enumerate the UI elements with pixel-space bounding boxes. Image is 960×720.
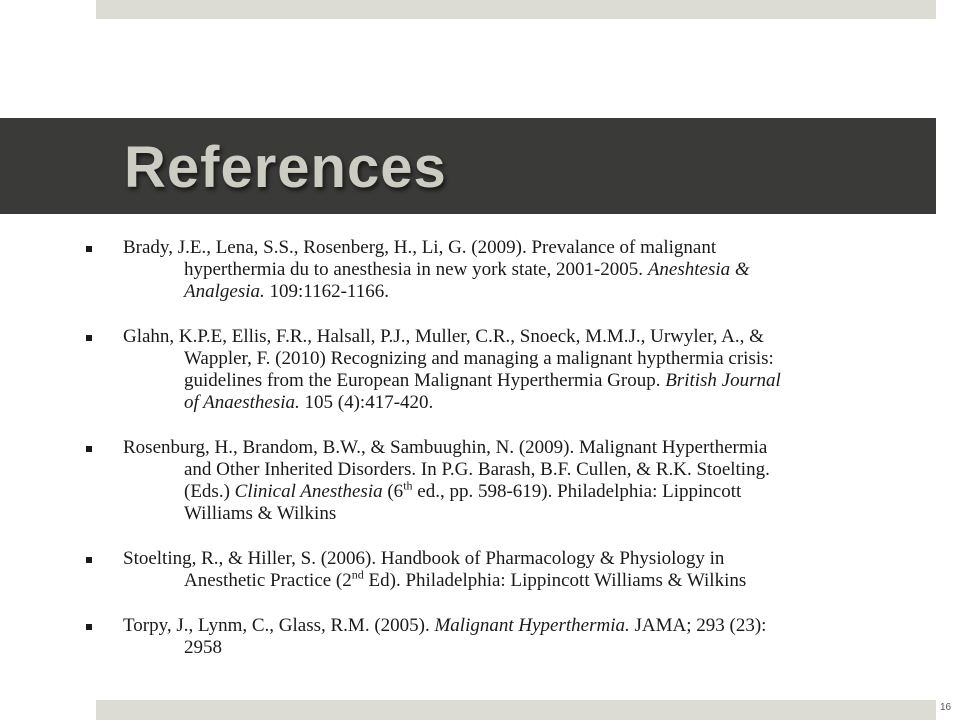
page-number: 16 (940, 702, 952, 713)
reference-italic: Aneshtesia & (647, 259, 750, 280)
reference-text: Anesthetic Practice (2 (184, 570, 352, 591)
reference-text: 105 (4):417-420. (299, 392, 434, 413)
reference-line (123, 281, 876, 303)
reference-text: 109:1162-1166. (264, 281, 389, 302)
reference-line (123, 259, 876, 281)
reference-line: 2958 (184, 637, 222, 658)
superscript: nd (351, 567, 364, 582)
reference-line: Stoelting, R., & Hiller, S. (2006). Handbook of Pharmacology & Physiology in (123, 548, 725, 569)
reference-line (123, 392, 876, 414)
reference-list (86, 237, 876, 659)
reference-item (86, 615, 876, 659)
bullet-icon (86, 557, 92, 563)
bullet-icon (86, 335, 92, 341)
reference-line (123, 370, 876, 392)
reference-line: Glahn, K.P.E, Ellis, F.R., Halsall, P.J., Muller, C.R., Snoeck, M.M.J., Urwyler, A., & (123, 326, 764, 347)
reference-line: Rosenburg, H., Brandom, B.W., & Sambuughin, N. (2009). Malignant Hyperthermia (123, 437, 768, 458)
reference-line: Williams & Wilkins (184, 503, 337, 524)
reference-italic: British Journal (665, 370, 781, 391)
bullet-icon (86, 246, 92, 252)
reference-line (123, 478, 876, 503)
reference-italic: Clinical Anesthesia (234, 481, 383, 502)
reference-item (86, 237, 876, 303)
bottom-decorative-bar (96, 700, 936, 720)
reference-text: JAMA; 293 (23): (629, 615, 767, 636)
bullet-icon (86, 446, 92, 452)
reference-text: Ed). Philadelphia: Lippincott Williams & Wilkins (363, 570, 747, 591)
reference-item (86, 326, 876, 414)
reference-item (86, 437, 876, 525)
reference-text: ed., pp. 598-619). Philadelphia: Lippincott (412, 481, 742, 502)
reference-text: Torpy, J., Lynm, C., Glass, R.M. (2005). (123, 615, 435, 636)
reference-item (86, 548, 876, 592)
slide-title: References (124, 135, 447, 200)
top-decorative-bar (96, 0, 936, 19)
reference-italic: Analgesia. (184, 281, 265, 302)
reference-line (123, 615, 766, 636)
reference-text: (Eds.) (184, 481, 235, 502)
reference-line: Wappler, F. (2010) Recognizing and managing a malignant hypthermia crisis: (184, 348, 774, 369)
reference-italic: of Anaesthesia. (184, 392, 300, 413)
reference-line: Brady, J.E., Lena, S.S., Rosenberg, H., Li, G. (2009). Prevalance of malignant (123, 237, 717, 258)
reference-text: hyperthermia du to anesthesia in new york state, 2001-2005. (184, 259, 648, 280)
reference-line: and Other Inherited Disorders. In P.G. Barash, B.F. Cullen, & R.K. Stoelting. (184, 459, 770, 480)
bullet-icon (86, 624, 92, 630)
reference-text: guidelines from the European Malignant Hyperthermia Group. (184, 370, 666, 391)
reference-line (123, 567, 876, 592)
superscript: th (403, 478, 413, 493)
reference-italic: Malignant Hyperthermia. (434, 615, 630, 636)
reference-text: (6 (382, 481, 404, 502)
